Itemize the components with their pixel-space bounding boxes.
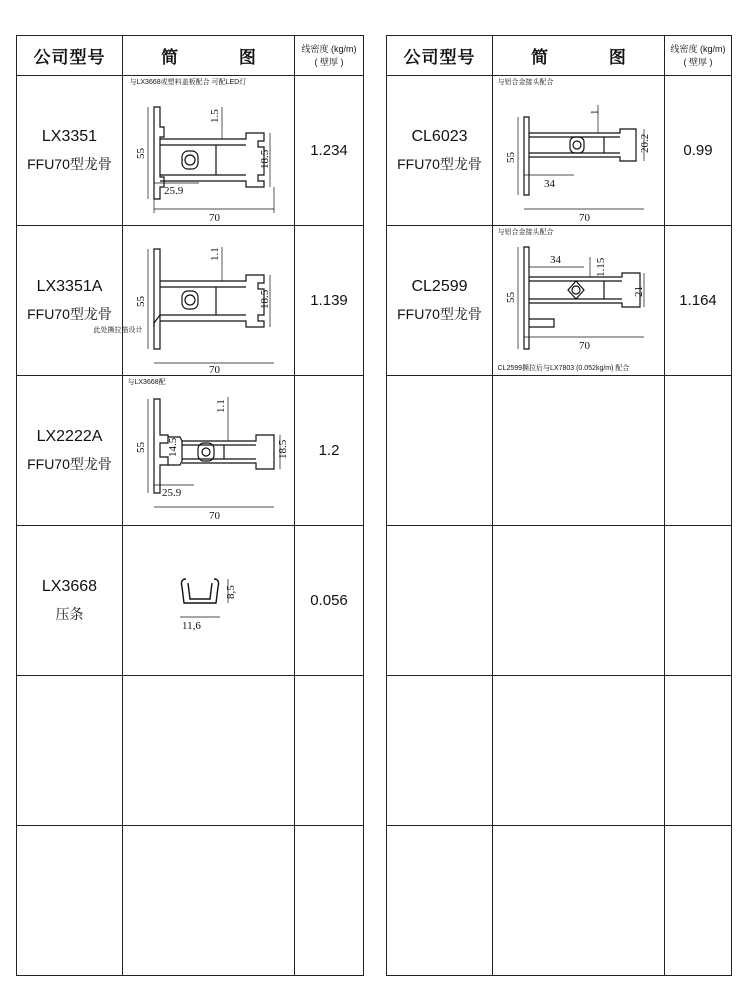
dim-offset: 25.9: [161, 486, 181, 499]
diagram-note: 与LX3668配: [127, 378, 166, 386]
model-column-header: 公司型号: [387, 36, 493, 76]
profile-diagram-lx3351: [124, 77, 294, 225]
table-row: [17, 826, 364, 976]
diagram-cell: [93, 226, 295, 376]
density-cell: [295, 826, 364, 976]
dim-height: 8,5: [224, 584, 237, 599]
diagram-column-header: 简 图: [493, 36, 665, 76]
density-cell: [665, 826, 732, 976]
model-column-header: 公司型号: [17, 36, 123, 76]
table-row: [387, 676, 732, 826]
dim-inner-2: 18.5: [276, 439, 289, 459]
diagram-note: 与铝合金接头配合: [497, 78, 554, 86]
density-cell: [295, 676, 364, 826]
density-header-unit: 线密度 (kg/m): [670, 43, 726, 54]
diagram-note: 与铝合金接头配合: [497, 228, 554, 236]
table-row: [387, 226, 732, 376]
diagram-cell: [493, 526, 665, 676]
diagram-note: 与LX3668或塑料盖板配合 可配LED灯: [129, 78, 247, 86]
profile-drawing: [494, 227, 664, 375]
model-code: LX3351A: [36, 277, 103, 295]
dim-inner: 20.2: [638, 133, 651, 153]
dim-width: 70: [578, 211, 590, 224]
diagram-cell: [493, 826, 665, 976]
dim-width: 70: [208, 363, 220, 375]
table-row: [17, 676, 364, 826]
model-cell: [17, 226, 123, 376]
model-description: 压条: [55, 605, 84, 622]
model-description: FFU70型龙骨: [27, 155, 112, 172]
diagram-cell: [493, 676, 665, 826]
model-description: FFU70型龙骨: [397, 305, 482, 322]
dim-height: 55: [134, 295, 147, 307]
density-cell: 1.139: [295, 226, 364, 376]
table-row: [387, 376, 732, 526]
density-cell: 1.164: [665, 226, 732, 376]
density-cell: 0.056: [295, 526, 364, 676]
density-cell: [665, 676, 732, 826]
profile-drawing: [494, 77, 664, 225]
model-cell: [387, 76, 493, 226]
profile-diagram-lx2222a: [124, 377, 294, 525]
density-cell: 1.2: [295, 376, 364, 526]
dim-width: 70: [208, 509, 220, 522]
model-cell: [387, 376, 493, 526]
model-description: FFU70型龙骨: [27, 455, 112, 472]
model-cell: [387, 526, 493, 676]
table-row: [17, 226, 364, 376]
diagram-cell: [493, 226, 665, 376]
density-cell: 0.99: [665, 76, 732, 226]
dim-wall: 1: [588, 109, 601, 115]
table-header-row: [387, 36, 732, 76]
profile-diagram-cl2599: [494, 227, 664, 375]
right-catalog-table: [386, 35, 732, 976]
diagram-note: 此处撕拉筋设计: [93, 326, 143, 334]
left-catalog-table: [16, 35, 364, 976]
dim-inner: 18.5: [258, 149, 271, 169]
profile-drawing: [124, 377, 294, 525]
model-code: LX2222A: [36, 427, 103, 445]
density-header-wall: ( 壁厚 ): [683, 56, 713, 67]
table-header-row: [17, 36, 364, 76]
density-column-header: [295, 36, 364, 76]
table-row: [387, 826, 732, 976]
dim-height: 55: [504, 151, 517, 163]
dim-width: 70: [578, 339, 590, 352]
model-code: CL6023: [411, 127, 468, 145]
diagram-note-secondary: CL2599撕拉后与LX7803 (0.052kg/m) 配合: [497, 364, 630, 372]
density-header-wall: ( 壁厚 ): [314, 56, 344, 67]
model-cell: [17, 676, 123, 826]
dim-offset: 34: [549, 253, 561, 266]
diagram-cell: [493, 376, 665, 526]
model-cell: [17, 826, 123, 976]
dim-offset: 34: [543, 177, 555, 190]
dim-height: 55: [134, 147, 147, 159]
dim-wall: 1.5: [208, 108, 221, 123]
profile-diagram-cl6023: [494, 77, 664, 225]
dim-height: 55: [504, 291, 517, 303]
table-row: [387, 76, 732, 226]
density-header-unit: 线密度 (kg/m): [301, 43, 357, 54]
diagram-cell: [123, 526, 295, 676]
density-column-header: [665, 36, 732, 76]
profile-diagram-lx3351a: [93, 227, 294, 375]
dim-width: 11,6: [181, 619, 201, 632]
dim-height: 55: [134, 441, 147, 453]
model-code: CL2599: [411, 277, 468, 295]
model-cell: [387, 826, 493, 976]
profile-drawing: [124, 227, 294, 375]
dim-width: 70: [208, 211, 220, 224]
model-cell: [17, 376, 123, 526]
table-row: [17, 76, 364, 226]
density-cell: [665, 376, 732, 526]
model-code: LX3668: [41, 577, 98, 595]
model-cell: [387, 226, 493, 376]
model-cell: [387, 676, 493, 826]
diagram-cell: [493, 76, 665, 226]
density-cell: 1.234: [295, 76, 364, 226]
profile-drawing: [124, 527, 294, 675]
model-description: FFU70型龙骨: [397, 155, 482, 172]
model-description: FFU70型龙骨: [27, 305, 112, 322]
diagram-cell: [123, 676, 295, 826]
table-row: [17, 526, 364, 676]
profile-diagram-lx3668: [124, 527, 294, 675]
dim-inner: 21: [632, 285, 645, 297]
dim-inner: 14.5: [166, 437, 179, 457]
dim-wall: 1.1: [214, 398, 227, 413]
dim-wall: 1.15: [594, 257, 607, 277]
model-cell: [17, 76, 123, 226]
dim-offset: 25.9: [163, 184, 183, 197]
diagram-cell: [123, 76, 295, 226]
diagram-cell: [123, 376, 295, 526]
density-cell: [665, 526, 732, 676]
diagram-cell: [123, 826, 295, 976]
table-row: [387, 526, 732, 676]
model-code: LX3351: [41, 127, 98, 145]
profile-drawing: [124, 77, 294, 225]
table-row: [17, 376, 364, 526]
model-cell: [17, 526, 123, 676]
diagram-column-header: 简 图: [123, 36, 295, 76]
dim-wall: 1.1: [208, 246, 221, 261]
dim-inner: 18.5: [258, 289, 271, 309]
